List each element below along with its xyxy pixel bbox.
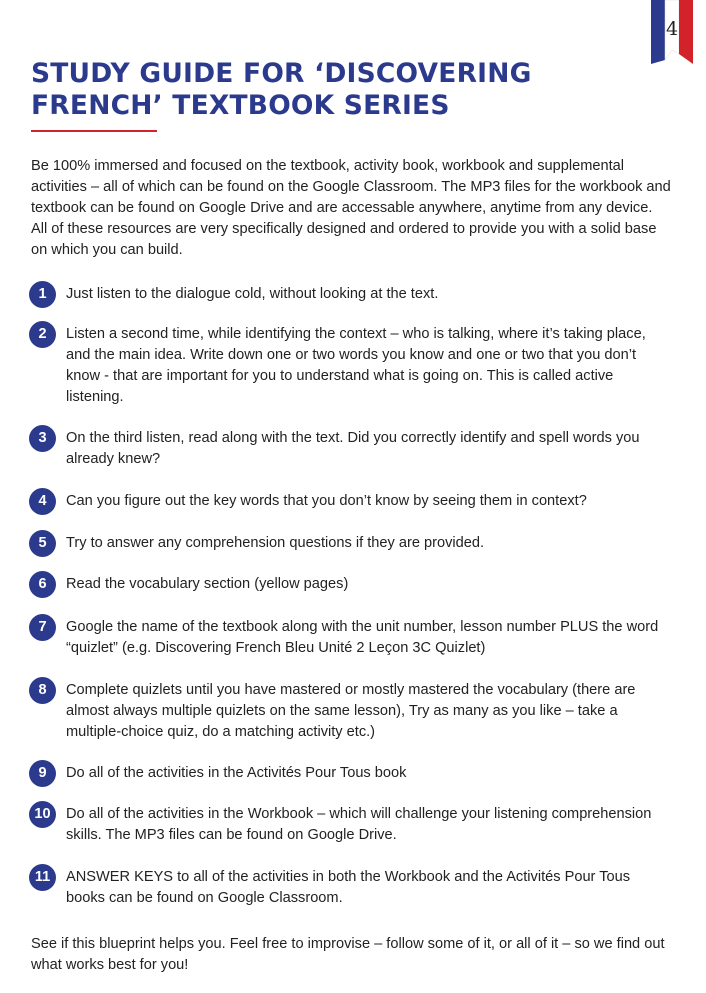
- step-number-badge: 5: [29, 530, 56, 557]
- step-text: Try to answer any comprehension questions if they are provided.: [66, 535, 485, 551]
- step-number-badge: 7: [29, 614, 56, 641]
- step-text: Complete quizlets until you have mastered or mostly mastered the vocabulary (there are almost always multiple quizlets on the same lesson), Try as many as you like – take a multiple-choice quiz, do a matching activity etc.): [66, 682, 636, 740]
- step-text: On the third listen, read along with the text. Did you correctly identify and spell words you already knew?: [66, 430, 640, 467]
- page-number: 4: [665, 18, 679, 40]
- intro-paragraph: Be 100% immersed and focused on the textbook, activity book, workbook and supplemental activities – all of which can be found on the Google Classroom. The MP3 files for the workbook and textbook can be found on Google Drive and are accessable anywhere, anytime from any device. All of these resources are very specifically designed and ordered to provide you with a solid base on which you can build.: [31, 158, 671, 258]
- step-number-badge: 4: [29, 488, 56, 515]
- step-text: Do all of the activities in the Workbook – which will challenge your listening comprehension skills. The MP3 files can be found on Google Drive.: [66, 806, 652, 843]
- step-text: Google the name of the textbook along with the unit number, lesson number PLUS the word “quizlet” (e.g. Discovering French Bleu Unité 2 Leçon 3C Quizlet): [66, 619, 659, 656]
- step-number-badge: 10: [29, 801, 56, 828]
- step-text: Just listen to the dialogue cold, without looking at the text.: [66, 286, 439, 302]
- step-number-badge: 11: [29, 864, 56, 891]
- page-title: STUDY GUIDE FOR ‘DISCOVERING FRENCH’ TEXTBOOK SERIES: [31, 58, 532, 121]
- step-number-badge: 2: [29, 321, 56, 348]
- step-text: ANSWER KEYS to all of the activities in both the Workbook and the Activités Pour Tous books can be found on Google Classroom.: [66, 869, 631, 906]
- step-number-badge: 3: [29, 425, 56, 452]
- step-number-badge: 8: [29, 677, 56, 704]
- step-text: Can you figure out the key words that you don’t know by seeing them in context?: [66, 493, 587, 509]
- title-underline: [31, 130, 157, 132]
- step-number-badge: 9: [29, 760, 56, 787]
- step-number-badge: 6: [29, 571, 56, 598]
- closing-paragraph: See if this blueprint helps you. Feel free to improvise – follow some of it, or all of it – so we find out what works best for you!: [31, 936, 665, 973]
- step-text: Read the vocabulary section (yellow pages): [66, 576, 349, 592]
- step-text: Listen a second time, while identifying the context – who is talking, where it’s taking place, and the main idea. Write down one or two words you know and one or two that you don’t know - that are important for you to understand what is going on. This is called active listening.: [66, 326, 646, 405]
- step-number-badge: 1: [29, 281, 56, 308]
- step-text: Do all of the activities in the Activités Pour Tous book: [66, 765, 407, 781]
